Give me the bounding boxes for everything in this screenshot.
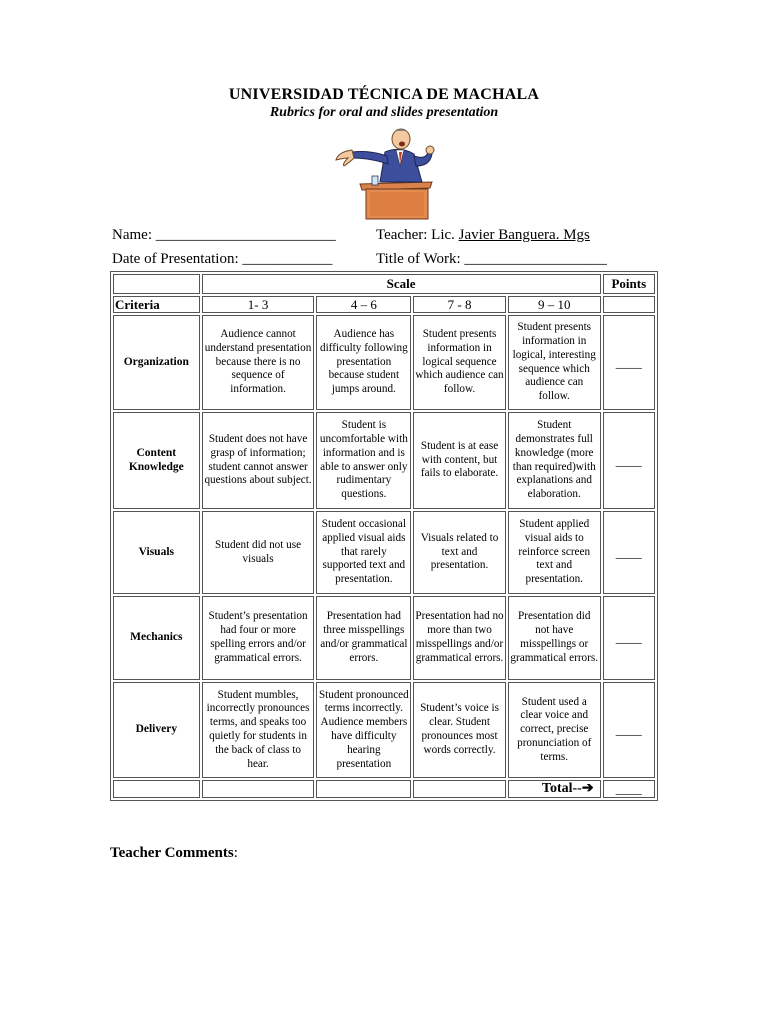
- empty-cell: [413, 780, 506, 798]
- range-7-8: 7 - 8: [413, 296, 506, 313]
- criterion-label: Delivery: [113, 682, 200, 778]
- criterion-label: Organization: [113, 315, 200, 410]
- descriptor-cell: Student used a clear voice and correct, precise pronunciation of terms.: [508, 682, 601, 778]
- title-of-work-field[interactable]: [376, 251, 607, 268]
- criterion-label: Content Knowledge: [113, 412, 200, 509]
- table-row-mechanics: [113, 596, 655, 680]
- presenter-at-podium-icon: [330, 122, 440, 222]
- teacher-comments-label: [110, 845, 238, 862]
- descriptor-cell: Student is uncomfortable with information and is able to answer only rudimentary questions.: [316, 412, 411, 509]
- descriptor-cell: Student applied visual aids to reinforce screen text and presentation.: [508, 511, 601, 594]
- descriptor-cell: Visuals related to text and presentation.: [413, 511, 506, 594]
- empty-cell: [113, 780, 200, 798]
- range-9-10: 9 – 10: [508, 296, 601, 313]
- range-header-row: [113, 296, 655, 313]
- scale-header-row: [113, 274, 655, 294]
- rubric-subtitle: Rubrics for oral and slides presentation: [269, 105, 499, 120]
- teacher-label: Teacher: Lic.: [376, 227, 455, 243]
- work-label: Title of Work:: [376, 251, 461, 267]
- table-row-organization: [113, 315, 655, 410]
- total-label: Total--: [541, 781, 582, 797]
- work-blank[interactable]: ___________________: [464, 251, 607, 267]
- descriptor-cell: Audience has difficulty following presentation because student jumps around.: [316, 315, 411, 410]
- date-label: Date of Presentation:: [112, 251, 239, 267]
- descriptor-cell: Student pronounced terms incorrectly. Audience members have difficulty hearing presentation: [316, 682, 411, 778]
- descriptor-cell: Presentation had three misspellings and/or grammatical errors.: [316, 596, 411, 680]
- name-label: Name:: [112, 227, 152, 243]
- range-1-3: 1- 3: [202, 296, 315, 313]
- criterion-label: Mechanics: [113, 596, 200, 680]
- points-blank[interactable]: ____: [603, 596, 655, 680]
- table-row-visuals: [113, 511, 655, 594]
- descriptor-cell: Student presents information in logical, interesting sequence which audience can follow.: [508, 315, 601, 410]
- empty-points-cell: [603, 296, 655, 313]
- descriptor-cell: Student occasional applied visual aids that rarely supported text and presentation.: [316, 511, 411, 594]
- descriptor-cell: Presentation had no more than two misspellings and/or grammatical errors.: [413, 596, 506, 680]
- date-blank[interactable]: ____________: [242, 251, 333, 267]
- date-field[interactable]: [112, 251, 332, 268]
- points-blank[interactable]: ____: [603, 315, 655, 410]
- descriptor-cell: Student demonstrates full knowledge (more than required)with explanations and elaboration.: [508, 412, 601, 509]
- points-header: Points: [603, 274, 655, 294]
- rubric-table: [110, 271, 658, 801]
- teacher-field: [376, 227, 590, 244]
- points-blank[interactable]: ____: [603, 682, 655, 778]
- criteria-header: Criteria: [113, 296, 200, 313]
- descriptor-cell: Student did not use visuals: [202, 511, 315, 594]
- total-label-cell: [508, 780, 601, 798]
- points-blank[interactable]: ____: [603, 511, 655, 594]
- institution-title: UNIVERSIDAD TÉCNICA DE MACHALA: [228, 86, 540, 103]
- descriptor-cell: Student presents information in logical sequence which audience can follow.: [413, 315, 506, 410]
- total-points-blank[interactable]: ____: [603, 780, 655, 798]
- descriptor-cell: Audience cannot understand presentation because there is no sequence of information.: [202, 315, 315, 410]
- total-row: [113, 780, 655, 798]
- descriptor-cell: Student mumbles, incorrectly pronounces terms, and speaks too quietly for students in the back of class to hear.: [202, 682, 315, 778]
- descriptor-cell: Student is at ease with content, but fails to elaborate.: [413, 412, 506, 509]
- comments-text: Teacher Comments: [110, 845, 234, 861]
- descriptor-cell: Presentation did not have misspellings or grammatical errors.: [508, 596, 601, 680]
- scale-header: Scale: [202, 274, 601, 294]
- teacher-name: Javier Banguera. Mgs: [458, 227, 590, 243]
- empty-cell: [202, 780, 315, 798]
- range-4-6: 4 – 6: [316, 296, 411, 313]
- name-blank[interactable]: ________________________: [155, 227, 336, 243]
- name-field[interactable]: [112, 227, 336, 244]
- points-blank[interactable]: ____: [603, 412, 655, 509]
- comments-colon: :: [233, 845, 238, 861]
- right-arrow-icon: ➔: [581, 781, 594, 797]
- descriptor-cell: Student’s voice is clear. Student pronounces most words correctly.: [413, 682, 506, 778]
- empty-cell: [316, 780, 411, 798]
- descriptor-cell: Student’s presentation had four or more spelling errors and/or grammatical errors.: [202, 596, 315, 680]
- empty-header-cell: [113, 274, 200, 294]
- table-row-content-knowledge: [113, 412, 655, 509]
- criterion-label: Visuals: [113, 511, 200, 594]
- table-row-delivery: [113, 682, 655, 778]
- descriptor-cell: Student does not have grasp of information; student cannot answer questions about subject.: [202, 412, 315, 509]
